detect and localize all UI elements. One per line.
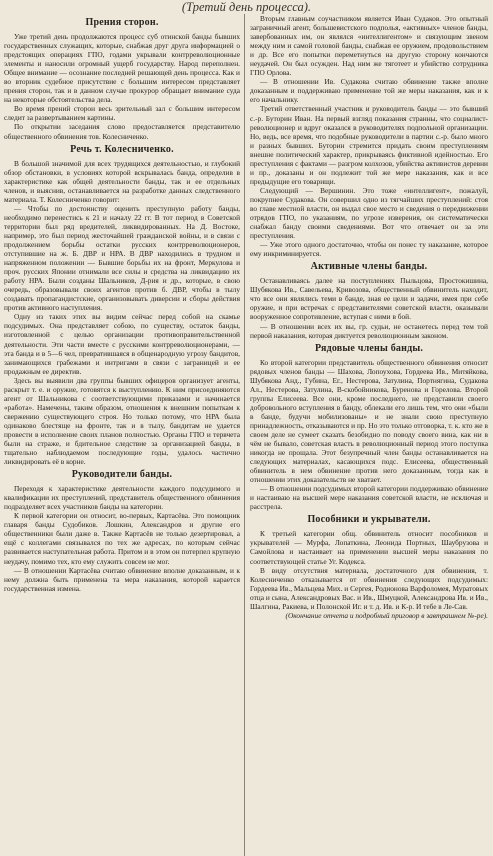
article-paragraph: Вторым главным соучастником является Иван Судаков. Это опытный заграничный агент, большевистского подполья, «активных» членов банды, завербованных им, он являлся «интеллигентом» и связующим звеном между ним и самой головой банды, снабжая ее оружием, продовольствием и др. Все его попытки переметнуться на другую сторону кончаются неудачей. Он был осужден. Над ним же тяготеет и убийство сотрудника ГПО Орлова.	[250, 14, 488, 78]
article-paragraph: Останавливаясь далее на поступлениях Пыльцова, Простокишина, Шубякова Ив., Савельева, Кривозова, общественный обвинитель находит, что все они являлись теми в банде, зная ее цели и задачи, имея при себе оружие, и при встречах с представителями советской власти, оказывали вооруженное сопротивление, вступая с ними в бой.	[250, 276, 488, 322]
article-paragraph: Третий ответственный участник и руководитель банды — это бывший с.-р. Буторин Иван. На первый взгляд показания странны, что социалист-революционер и вдруг оказался в руководителях подпольной организации. Но, ведь, все время, что подобные руководители в партии с.-р. было много и разных бывших. Буторин стремится придать своим преступлениям внешне политический характер, прикрываясь фиктивной идейностью. Его преступления с фактами — разгром колхозов, убийства активистов деревни и пр., доказаны и он подлежит той же мере наказания, как и все предыдущие его товарищи.	[250, 104, 488, 186]
section-heading: Речь т. Колесниченко.	[70, 143, 174, 155]
article-paragraph: — В отношении подсудимых второй категории поддерживаю обвинение и настаиваю на высшей мере наказания советской власти, не исключая и расстрела.	[250, 484, 488, 512]
article-paragraph: Уже третий день продолжаются процесс суб отинской банды бывших государственных служащих, которые, снабжая друг друга информацией о предстоящих операциях ГПО, годами укрывали контрреволюционные элементы и наносили огромный ущерб государству. Народ переполнен. Общее внимание — осознание последней решающей день процесса. Как и во вторник судебное присутствие с большим интересом представляет прения сторон, так и в данном случае прокурор обращает внимание суда на некоторые обстоятельства дела.	[4, 32, 240, 105]
article-paragraph: Одну из таких этих вы видим сейчас перед собой на скамье подсудимых. Она представляет собою, по существу, остаток банды, изготовленной с целью организации противоправительственной деятельности. Эти части вместе с русскими контрреволюционерами, — эта банда и в 5—6 чел, превратившаяся в общенародную угрозу бандитов, занимающихся грабежами и интригами в связи с заграницей и ее продажным ее директив.	[4, 312, 240, 376]
column-divider	[244, 14, 245, 856]
section-heading: Прения сторон.	[85, 17, 159, 28]
section-heading: Активные члены банды.	[310, 261, 428, 273]
article-paragraph: В большой значимой для всех трудящихся деятельностью, и глубокий обзор обстановки, в условиях которой вскрывалась банда, определив в характеристике как общей деятельности банды, так и ее отдельных членов, и выяснив, останавливается на разработке данных следственного материала. Т. Колесниченко говорит:	[4, 158, 240, 204]
left-column	[4, 14, 240, 593]
banner-text: (Третий день процесса).	[181, 0, 312, 14]
article-paragraph: Здесь вы выявили два группы бывших офицеров организует агенты, раскрыт т. е. и оружие, готовятся к выступлению. К ним присоединяются агент от Шальникова с соответствующими приказами и начинается «работа». Намечены, таким образом, отношения к внешним попыткам к свержению существующего строя. Но только потому, что НРА была одинаково блестяще на фронте, так и в тылу, бандитам не удается провести в исполнение своих планов полностью. Органы ГПО и тервчета были на страже, и бдительное следствие за организацией банды, в тщательно наблюдаемом последующие годы, удалось частично ликвидировать её в корне.	[4, 375, 240, 467]
article-paragraph: Во время прений сторон весь зрительный зал с большим интересом следит за развертыванием картины.	[4, 104, 240, 123]
article-paragraph: — В отношении Картасёва считаю обвинение вполне доказанным, и к нему должна быть применена та мера наказания, которой карается государственная измена.	[4, 565, 240, 593]
article-paragraph: По открытии заседания слово предоставляется представителю общественного обвинения тов. Колесниченко.	[4, 122, 240, 141]
article-paragraph: К третьей категории общ. обвинитель относит пособников и укрывателей — Мурфа, Лопаткина, Леонида Портных, Шаубрузова и Самойлова и настаивает на применении высшей меры наказания по соответствующей статье Уг. Кодекса.	[250, 529, 488, 566]
article-paragraph: Переходя к характеристике деятельности каждого подсудимого и квалификации их преступлений, представитель общественного обвинения подразделяет всех участников банды на категории.	[4, 484, 240, 512]
right-column	[250, 14, 488, 620]
page-banner	[0, 0, 493, 14]
article-paragraph: (Окончание отчета и подробный приговор в завтрашнем №-ре).	[285, 610, 488, 620]
article-paragraph: К первой категории он относит, во-первых, Картасёва. Это помощник главаря банды Судобиков. Лошкин, Александров и другие его общественники были даже в. Также Картасёв не только дезертировал, а ещё с коллегами связывался по тех же адресах, по которым сейчас развивается наступательная работа. Притом и в этом он потерпел крупную неудачу, помимо тех, кто ему служить совсем не мог.	[4, 511, 240, 566]
article-paragraph: В виду отсутствия материала, достаточного для обвинения, т. Колесниченко отказывается от обвинения следующих подсудимых: Гордеева Ив., Мальцева Мих. и Сергея, Родионова Варфоломея, Муратовых отца и сына, Александровых Вас. и Ив., Шмуцкой, Александрова Ив. и Ив., Шалгина, Ракиева, и Полонской Иг. и т. д. Ив. и К-р. И тебе в Ле-Сав.	[250, 565, 488, 611]
article-paragraph: — Уже этого одного достаточно, чтобы он понес ту наказание, которое ему инкриминируется.	[250, 240, 488, 259]
article-paragraph: — Чтобы по достоинству оценить преступную работу банды, необходимо перенестись к 21 и началу 22 гг. В тот период в Советской территории был ряд вредителей, ликвидированных. На Д. Востоке, например, это был период жесточайшей гражданской войны, и в связи с продолжением борьбы остатки русских контрреволюционеров, отступившие на ж. Б. ДВР и НРА. В ДВР находились в трудном и напряженном положении — Бывшие борьбы их на фронт, Меркулова и проч. русских Японии отнимали все силы и средства на ликвидацию их работу НРА. Были созданы Шальников, Д-рия и др., которые, в свою очередь, образовывали своих агентов против б. ДВР, чтобы в тылу создавать пропагандистские, организовывать диверсии и сборы действия против активного наступления.	[4, 203, 240, 313]
article-paragraph: Ко второй категории представитель общественного обвинения относит рядовых членов банды — Шахова, Лопоухова, Гордеева Ив., Митяйкова, Шубякова Анд., Губина, Ег., Нестерова, Затулина, Портнягина, Судакова Ал., Нестерова, Затулина, В-скобойникова, Буренова и Горелова. Второй группы Елисеева. Все они, кроме последнего, не представили своего добровольного вступления в банду, облекали его лишь тем, что они «были в банде, будучи мобилизованы» и не знали свою преступную принадлежность, отказываются и пр. Но это только отговорка, т. к. кто же в своем деле не сумеет сказать безобидно по поводу своего вина, как ни в чём не бывало, советская власть в революционный период этого поступка никогда не прощала. Этот безупречный член банды останавливается на следующих материалах, касающихся подс. Елисеева, общественный обвинитель в нем обвинение против него доказанным, тогда как в отношении этих доказательств не хватает.	[250, 357, 488, 485]
section-heading: Рядовые члены банды.	[314, 342, 424, 354]
article-paragraph: Следующий — Вершинин. Это тоже «интеллигент», пожалуй, покрупнее Судакова. Он совершил одно из тягчайших преступлений: стоя во главе местной власти, он выдал свое место и сведения о передвижении отрядов ГПО, по указаниям, по угрозе изверения, он систематически снабжал банду своими сведениями. Вот что отвечает он за эти преступления.	[250, 185, 488, 241]
article-paragraph: — В отношении всех их вы, гр. судьи, не останетесь перед тем той первой наказания, которая диктуется революционным законом.	[250, 321, 488, 340]
article-paragraph: — В отношении Ив. Судакова считаю обвинение также вполне доказанным и поддерживаю применение той же меры наказания, как и к его начальнику.	[250, 77, 488, 105]
section-heading: Руководители банды.	[71, 469, 173, 481]
section-heading: Пособники и укрыватели.	[307, 514, 431, 526]
